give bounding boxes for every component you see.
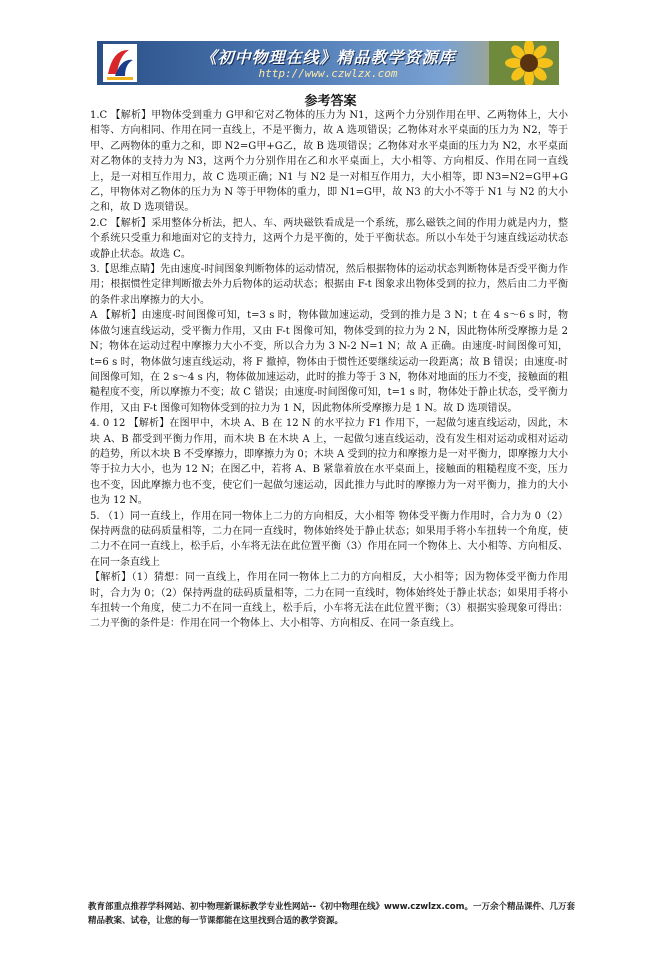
banner-title: 《初中物理在线》精品教学资源库	[200, 48, 456, 67]
answer-5: 5. （1）同一直线上，作用在同一物体上二力的方向相反，大小相等 物体受平衡力作用时，合力为 0（2）保持两盘的砝码质量相等，二力在同一直线时，物体始终处于静止状态；如果用手将小车扭转一个角度，使二力不在同一直线上，松手后，小车将无法在此位置平衡（3）作用在同一个物体上、大小相等、方向相反、在同一条直线上	[90, 510, 568, 568]
answer-5-analysis: 【解析】（1）猜想：同一直线上，作用在同一物体上二力的方向相反，大小相等；因为物体受平衡力作用时，合力为 0；（2）保持两盘的砝码质量相等，二力在同一直线时，物体始终处于静止状态；如果用手将小车扭转一个角度，使二力不在同一直线上，松手后，小车将无法在此位置平衡；（3）根据实验现象可得出：二力平衡的条件是：作用在同一个物体上、大小相等、方向相反、在同一条直线上。	[90, 572, 568, 630]
answer-4: 4. 0 12 【解析】在图甲中，木块 A、B 在 12 N 的水平拉力 F1 作用下，一起做匀速直线运动，因此，木块 A、B 都受到平衡力作用，而木块 B 在木块 A 上，一起做匀速直线运动，没有发生相对运动或相对运动的趋势，所以木块 B 不受摩擦力，即摩擦力为 0；木块 A 受到的拉力和摩擦力是一对平衡力，即摩擦力大小等于拉力大小，也为 12 N；在图乙中，若将 A、B 紧靠着放在水平桌面上，接触面的粗糙程度不变，压力也不变，因此摩擦力也不变，使它们一起做匀速运动，因此推力与此时的摩擦力为一对平衡力，推力的大小也为 12 N。	[90, 418, 568, 507]
answer-content	[90, 108, 568, 632]
footer-note: 教育部重点推荐学科网站、初中物理新课标教学专业性网站--《初中物理在线》www.czwlzx.com。一万余个精品课件、几万套精品教案、试卷，让您的每一节课都能在这里找到合适的教学资源。	[88, 902, 575, 926]
header-banner	[97, 41, 559, 85]
logo-icon	[103, 44, 137, 82]
answer-3-hint: 3.【思维点睛】先由速度-时间图象判断物体的运动情况，然后根据物体的运动状态判断物体是否受平衡力作用；根据惯性定律判断撤去外力后物体的运动状态；根据由 F-t 图象求出物体受到的拉力，然后由二力平衡的条件求出摩擦力的大小。	[90, 264, 568, 306]
page-title: 参考答案	[304, 94, 357, 109]
answer-1: 1.C 【解析】甲物体受到重力 G甲和它对乙物体的压力为 N1，这两个力分别作用在甲、乙两物体上，大小相等、方向相同、作用在同一直线上，不是平衡力，故 A 选项错误；乙物体对水平桌面的压力为 N2，等于甲、乙两物体的重力之和，即 N2=G甲+G乙，故 B 选项错误；乙物体对水平桌面的压力为 N2，水平桌面对乙物体的支持力为 N3，这两个力分别作用在乙和水平桌面上，大小相等、方向相反、作用在同一直线上，是一对相互作用力，故 C 选项正确；N1 与 N2 是一对相互作用力，大小相等，即 N3=N2=G甲+G乙，甲物体对乙物体的压力为 N 等于甲物体的重力，即 N1=G甲，故 N3 的大小不等于 N1 与 N2 的大小之和，故 D 选项错误。	[90, 110, 568, 214]
banner-url[interactable]: http://www.czwlzx.com	[258, 67, 398, 80]
answer-3-analysis: A 【解析】由速度-时间图像可知，t=3 s 时，物体做加速运动，受到的推力是 3 N；t 在 4 s～6 s 时，物体做匀速直线运动，受平衡力作用，又由 F-t 图像可知，物体受到的拉力为 2 N，因此物体所受摩擦力是 2 N；物体在运动过程中摩擦力大小不变，所以合力为 3 N-2 N=1 N；故 A 正确。由速度-时间图像可知，t=6 s 时，物体做匀速直线运动，将 F 撤掉，物体由于惯性还要继续运动一段距离；故 B 错误；由速度-时间图像可知，在 2 s～4 s 内，物体做加速运动，此时的推力等于 3 N，物体对地面的压力不变，接触面的粗糙程度不变，所以摩擦力不变；故 C 错误；由速度-时间图像可知，t=1 s 时，物体处于静止状态，受平衡力作用，又由 F-t 图像可知物体受到的拉力为 1 N，因此物体所受摩擦力是 1 N。故 D 选项错误。	[90, 310, 568, 414]
answer-2: 2.C 【解析】采用整体分析法，把人、车、两块磁铁看成是一个系统，那么磁铁之间的作用力就是内力，整个系统只受重力和地面对它的支持力，这两个力是平衡的，处于平衡状态。所以小车处于匀速直线运动状态或静止状态。故选 C。	[90, 217, 568, 260]
sunflower-icon	[489, 41, 559, 85]
